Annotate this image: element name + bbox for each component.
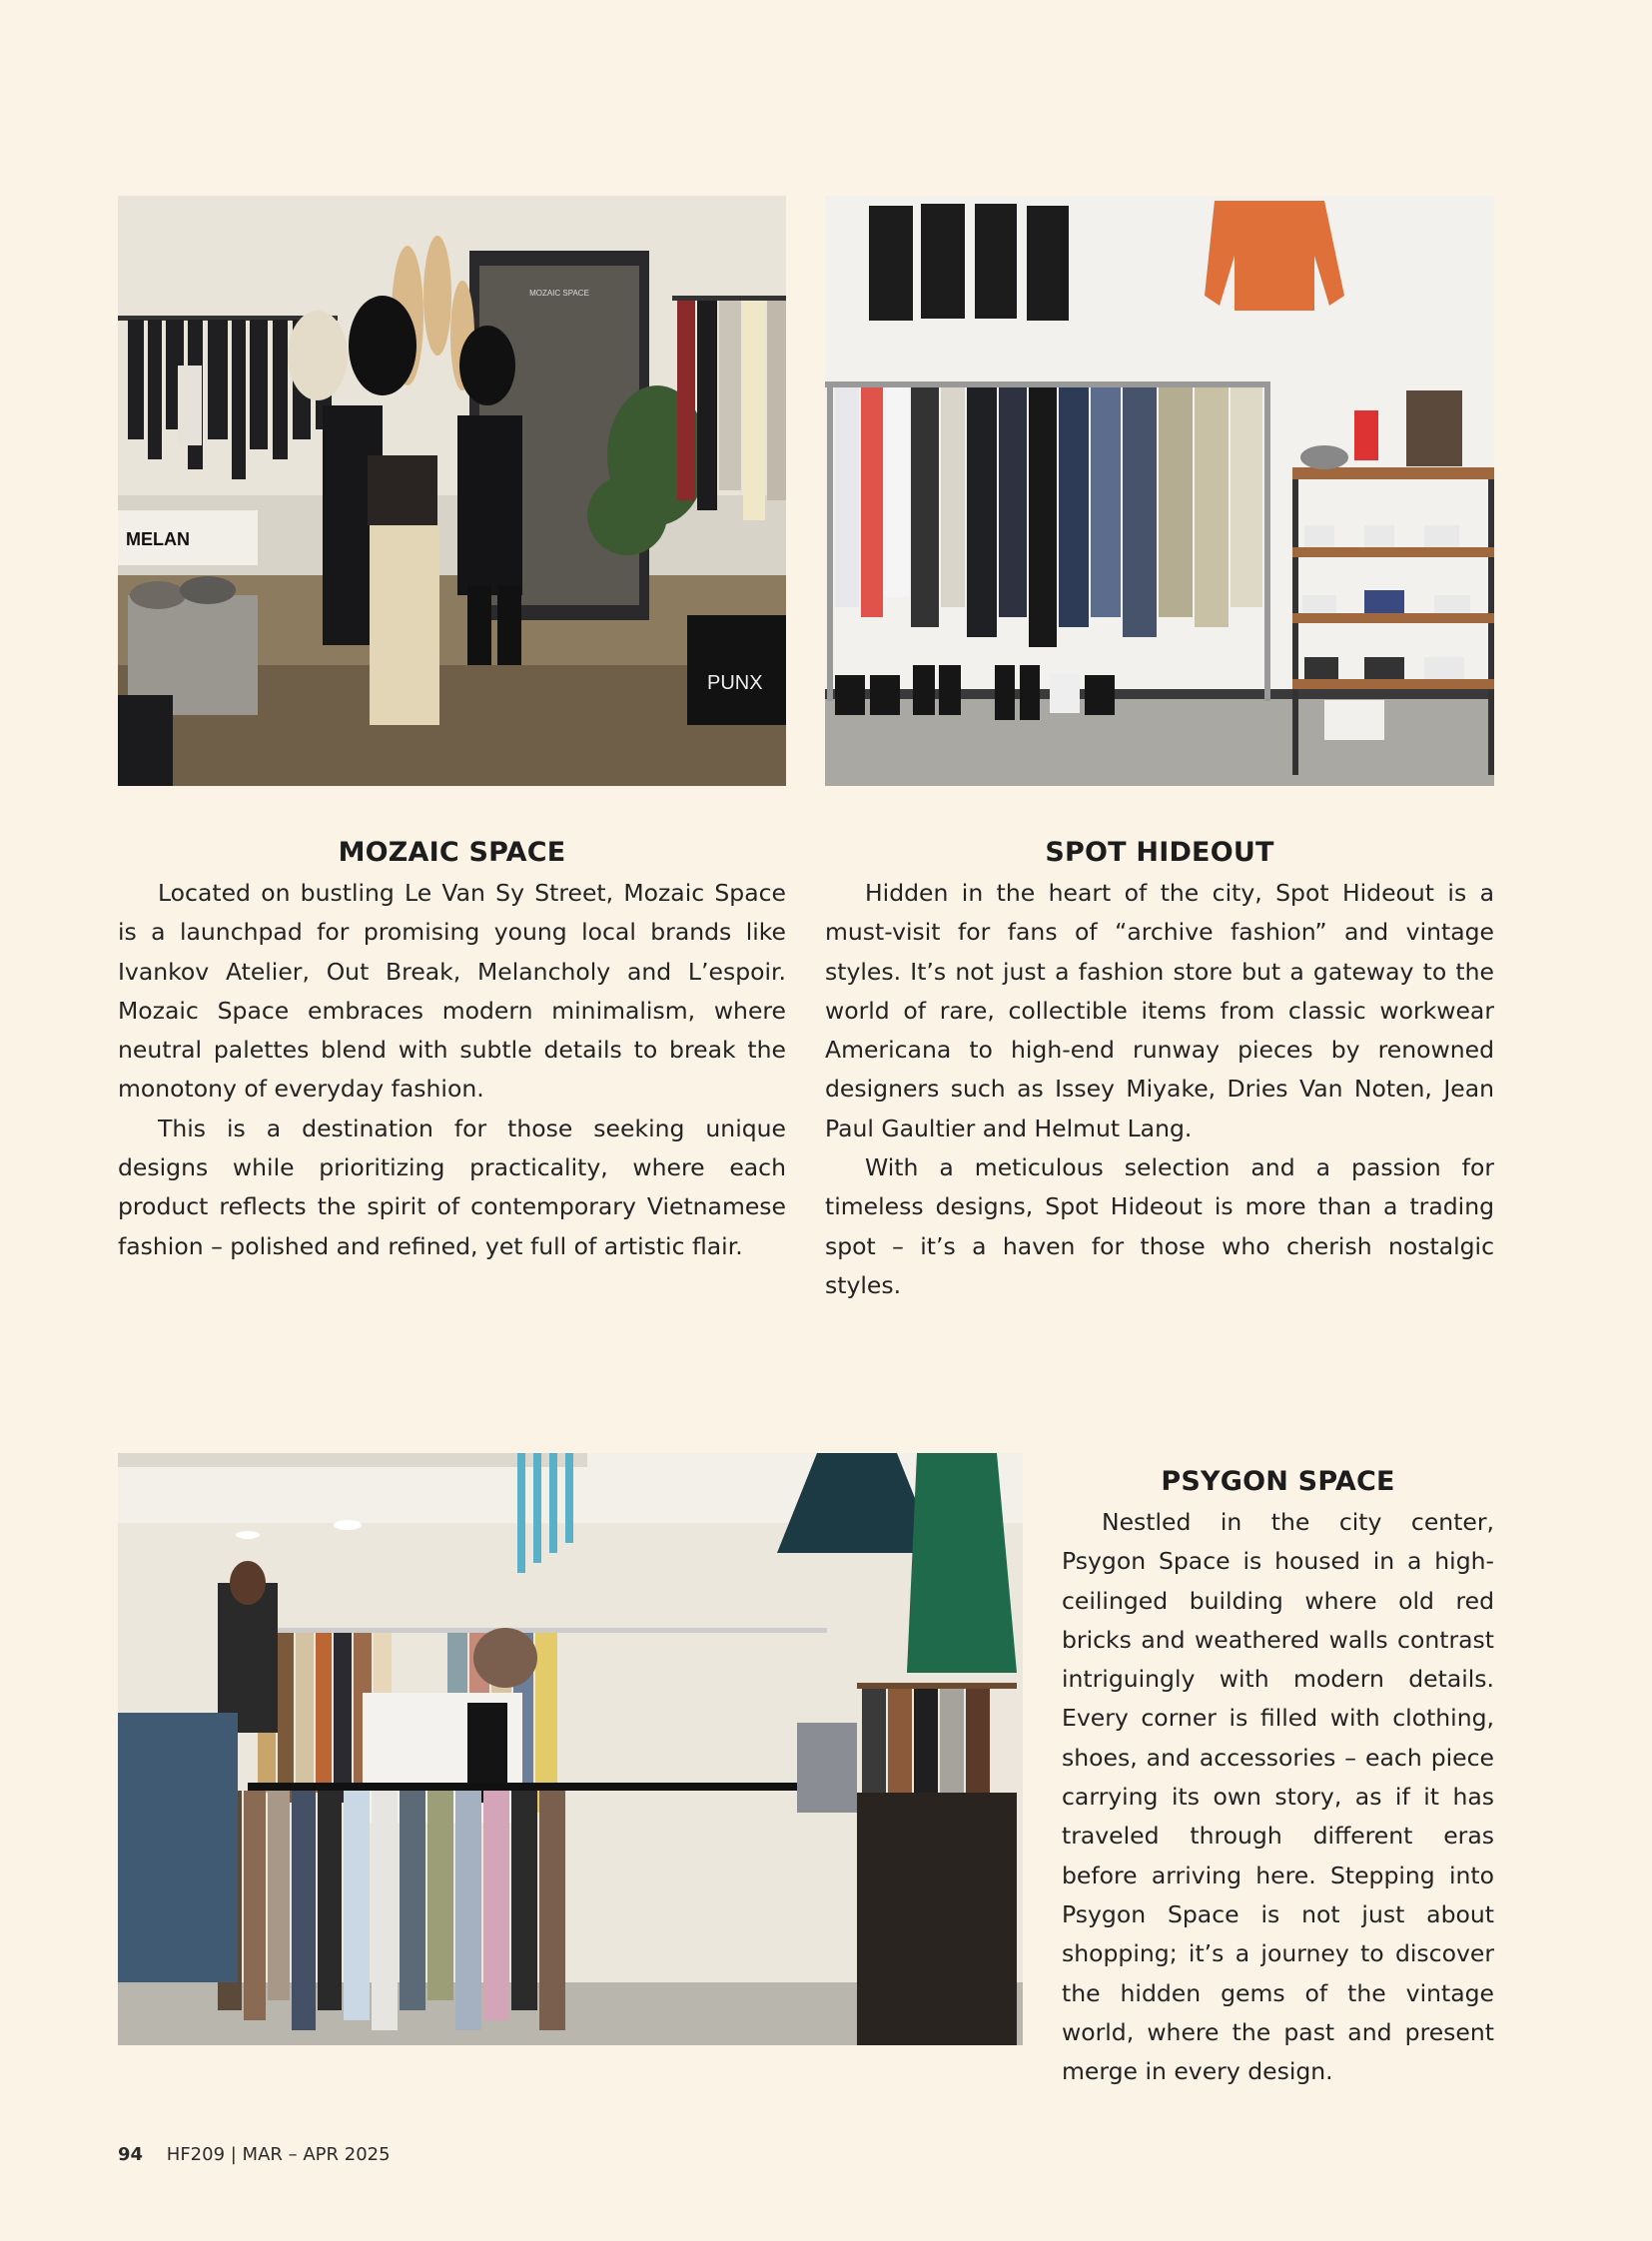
mozaic-space-heading: MOZAIC SPACE	[338, 837, 566, 868]
sign-left-text: MELAN	[126, 529, 190, 549]
page-number: 94	[118, 2144, 144, 2165]
bag-print-text: PUNX	[707, 672, 763, 694]
spot-hideout-heading: SPOT HIDEOUT	[1045, 837, 1274, 868]
spot-hideout-photo	[825, 196, 1494, 786]
spot-hideout-paragraph-1: Hidden in the heart of the city, Spot Hideout is a must-visit for fans of “archive fashion” and vintage styles. It’s not just a fashion store but a gateway to the world of rare, collectible items from classic workwear Americana to high-end runway pieces by renowned designers such as Issey Miyake, Dries Van Noten, Jean Paul Gaultier and Helmut Lang.	[825, 879, 1494, 1142]
mirror-sign-text: MOZAIC SPACE	[529, 289, 589, 298]
mozaic-space-photo	[118, 196, 786, 786]
mozaic-space-paragraph-2: This is a destination for those seeking unique designs while prioritizing practicality, where each product reflects the spirit of contemporary Vietnamese fashion – polished and refined, yet full of artistic flair.	[118, 1114, 786, 1260]
psygon-space-photo	[118, 1453, 1023, 2045]
page-footer	[118, 2144, 391, 2165]
mozaic-space-article	[118, 837, 786, 1266]
mozaic-space-paragraph-1: Located on bustling Le Van Sy Street, Mozaic Space is a launchpad for promising young local brands like Ivankov Atelier, Out Break, Melancholy and L’espoir. Mozaic Space embraces modern minimalism, where neutral palettes blend with subtle details to break the monotony of everyday fashion.	[118, 879, 786, 1104]
issue-label: HF209 | MAR – APR 2025	[166, 2144, 391, 2165]
psygon-space-article	[1062, 1466, 1494, 2091]
spot-hideout-paragraph-2: With a meticulous selection and a passion for timeless designs, Spot Hideout is more than a trading spot – it’s a haven for those who cherish nostalgic styles.	[825, 1153, 1494, 1299]
spot-hideout-article	[825, 837, 1494, 1305]
psygon-space-paragraph-1: Nestled in the city center, Psygon Space is housed in a high-ceilinged building where old red bricks and weathered walls contrast intriguingly with modern details. Every corner is filled with clothing, shoes, and accessories – each piece carrying its own story, as if it has traveled through different eras before arriving here. Stepping into Psygon Space is not just about shopping; it’s a journey to discover the hidden gems of the vintage world, where the past and present merge in every design.	[1062, 1508, 1494, 2086]
psygon-space-heading: PSYGON SPACE	[1161, 1466, 1395, 1497]
